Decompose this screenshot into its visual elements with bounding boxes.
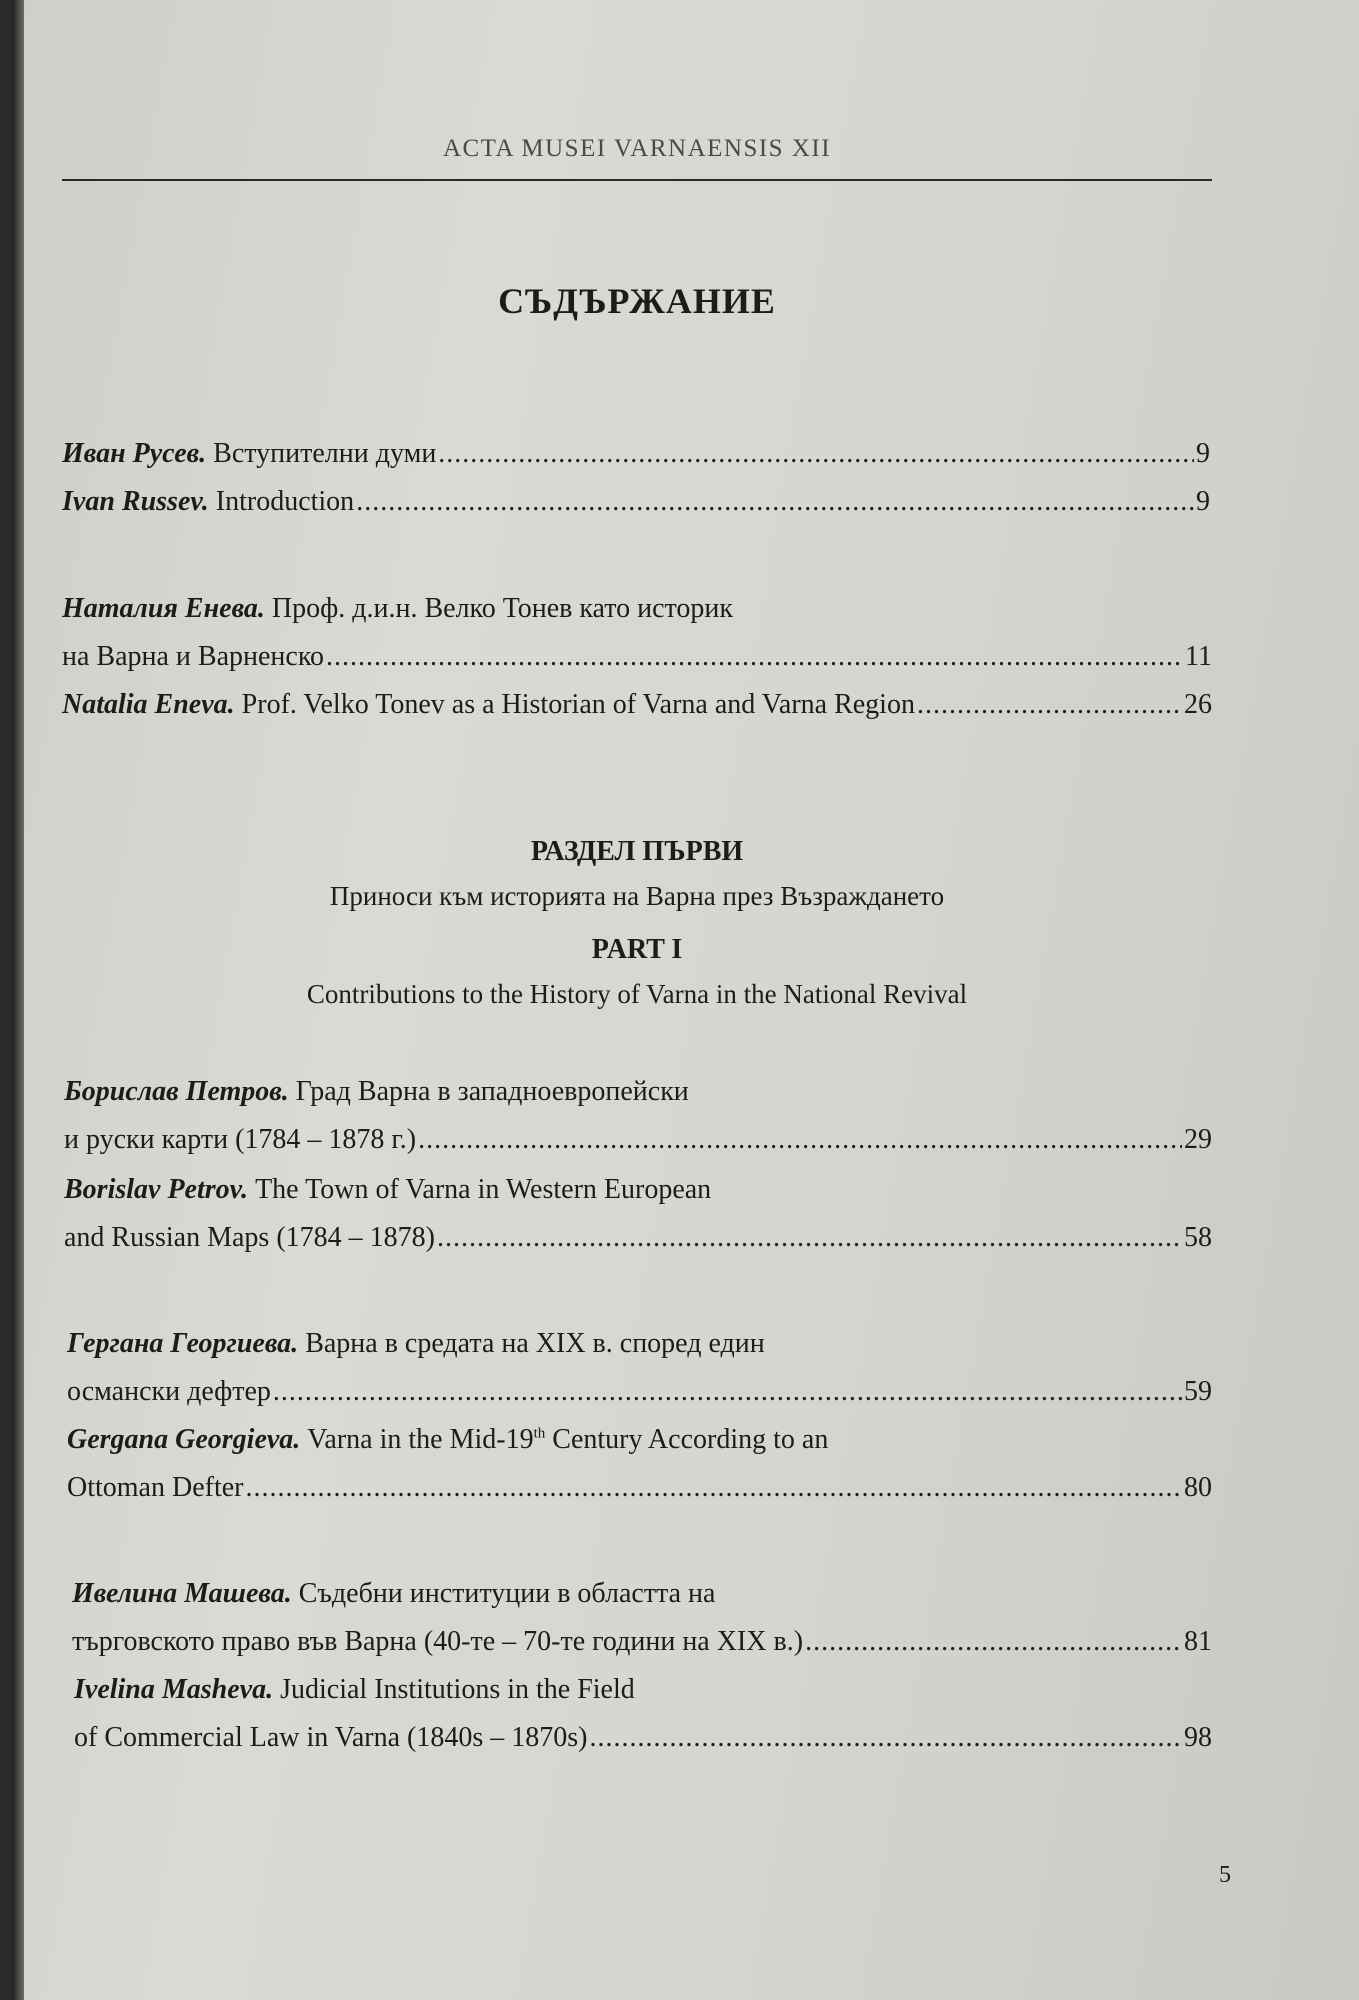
section-heading-part-one	[62, 830, 1212, 1016]
page-edge-shadow	[12, 0, 24, 2000]
section-heading-bg: РАЗДЕЛ ПЪРВИ	[530, 836, 744, 867]
entry-page: 59	[1184, 1376, 1212, 1407]
entry-title-line1: Проф. д.и.н. Велко Тонев като историк	[271, 593, 733, 624]
entry-author: Borislav Petrov.	[64, 1174, 249, 1205]
toc-entry-petrov-bg	[64, 1068, 1212, 1164]
book-page	[12, 0, 1359, 2000]
entry-author: Наталия Енева.	[62, 593, 265, 624]
page-number: 5	[1219, 1862, 1231, 1888]
toc-entry-russev-en	[62, 478, 1210, 526]
dot-leader	[418, 1116, 1182, 1164]
entry-title-line2: Ottoman Defter	[67, 1472, 244, 1503]
entry-title-line2: и руски карти (1784 – 1878 г.)	[64, 1124, 417, 1155]
entry-page: 58	[1184, 1222, 1212, 1253]
entry-author: Иван Русев.	[62, 438, 207, 469]
section-subtitle-en: Contributions to the History of Varna in the National Revival	[306, 979, 968, 1009]
dot-leader	[273, 1368, 1182, 1416]
entry-page: 11	[1185, 641, 1212, 672]
entry-title-line2: османски дефтер	[67, 1376, 271, 1407]
entry-author: Ивелина Машева.	[72, 1578, 292, 1609]
dot-leader	[246, 1464, 1183, 1512]
entry-title-line2: на Варна и Варненско	[62, 641, 325, 672]
header-rule	[62, 179, 1212, 181]
entry-page: 9	[1196, 486, 1210, 517]
toc-entry-eneva-bg	[62, 585, 1212, 681]
page-title: СЪДЪРЖАНИЕ	[498, 281, 776, 321]
dot-leader	[917, 681, 1182, 729]
toc-entry-eneva-en	[62, 681, 1212, 729]
toc-entry-russev-bg	[62, 430, 1210, 478]
entry-title-line2: търговското право във Варна (40-те – 70-те години на XIX в.)	[72, 1626, 804, 1657]
toc-entry-georgieva-bg	[67, 1320, 1212, 1416]
toc-entry-masheva-en	[74, 1666, 1212, 1762]
entry-author: Гергана Георгиева.	[67, 1328, 299, 1359]
entry-page: 81	[1184, 1626, 1212, 1657]
entry-title: Prof. Velko Tonev as a Historian of Varna and Varna Region	[241, 689, 915, 720]
entry-title-line1: Варна в средата на XIX в. според един	[305, 1328, 765, 1359]
toc-entry-georgieva-en	[67, 1416, 1212, 1512]
entry-author: Ivelina Masheva.	[74, 1674, 274, 1705]
entry-author: Борислав Петров.	[64, 1076, 289, 1107]
entry-author: Ivan Russev.	[62, 486, 209, 517]
entry-title-line1: The Town of Varna in Western European	[255, 1174, 712, 1205]
entry-title-line1: Judicial Institutions in the Field	[280, 1674, 635, 1705]
entry-title-line2: of Commercial Law in Varna (1840s – 1870s)	[74, 1722, 588, 1753]
entry-title-line2: and Russian Maps (1784 – 1878)	[64, 1222, 435, 1253]
toc-entry-masheva-bg	[72, 1570, 1212, 1666]
dot-leader	[356, 478, 1194, 526]
entry-page: 26	[1184, 689, 1212, 720]
entry-author: Natalia Eneva.	[62, 689, 235, 720]
entry-title-line1: Град Варна в западноевропейски	[295, 1076, 689, 1107]
section-heading-en: PART I	[591, 934, 683, 965]
dot-leader	[326, 633, 1183, 681]
running-head: ACTA MUSEI VARNAENSIS XII	[442, 135, 832, 162]
dot-leader	[438, 430, 1194, 478]
entry-page: 9	[1196, 438, 1210, 469]
entry-title: Вступителни думи	[213, 438, 437, 469]
entry-title-line1: Съдебни институции в областта на	[298, 1578, 716, 1609]
dot-leader	[437, 1214, 1182, 1262]
toc-entry-petrov-en	[64, 1166, 1212, 1262]
entry-page: 29	[1184, 1124, 1212, 1155]
section-subtitle-bg: Приноси към историята на Варна през Възраждането	[329, 881, 945, 911]
entry-title: Introduction	[215, 486, 355, 517]
entry-page: 80	[1184, 1472, 1212, 1503]
entry-author: Gergana Georgieva.	[67, 1424, 301, 1455]
dot-leader	[805, 1618, 1182, 1666]
dot-leader	[590, 1714, 1183, 1762]
entry-page: 98	[1184, 1722, 1212, 1753]
entry-title-line1: Varna in the Mid-19th Century According to an	[307, 1424, 829, 1455]
